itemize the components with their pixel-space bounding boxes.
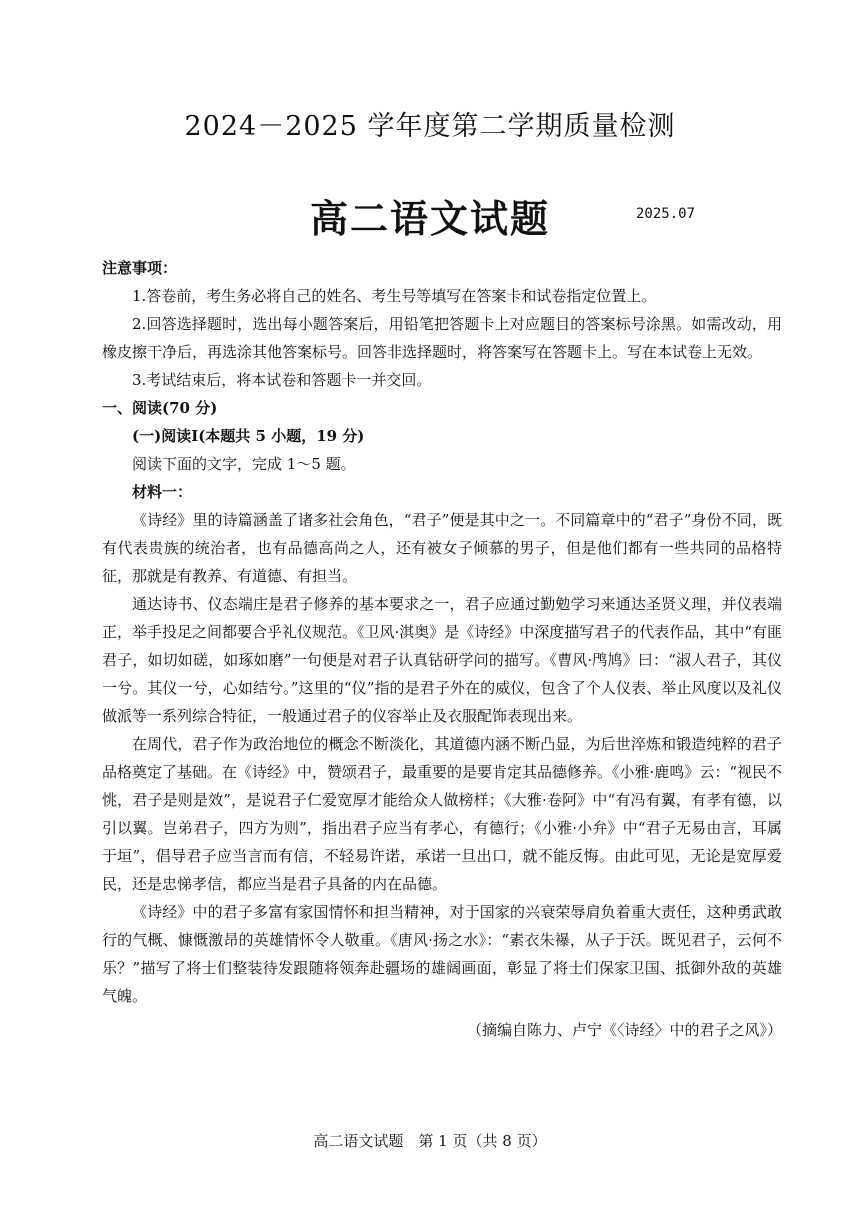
exam-heading: 2024－2025 学年度第二学期质量检测: [184, 111, 676, 142]
page-title: 高二语文试题: [309, 196, 550, 241]
material-paragraph: 通达诗书、仪态端庄是君子修养的基本要求之一，君子应通过勤勉学习来通达圣贤义理，并仪表端正，举手投足之间都要合乎礼仪规范。《卫风·淇奥》是《诗经》中深度描写君子的代表作品，其中“有匪君子，如切如磋，如琢如磨”一句便是对君子认真钻研学问的描写。《曹风·鸤鸠》曰：“淑人君子，其仪一兮。其仪一兮，心如结兮。”这里的“仪”指的是君子外在的威仪，包含了个人仪表、举止风度以及礼仪做派等一系列综合特征，一般通过君子的仪容举止及衣服配饰表现出来。: [102, 595, 782, 725]
page-footer: 高二语文试题 第 1 页（共 8 页）: [313, 1132, 547, 1150]
notice-item: 1.答卷前，考生务必将自己的姓名、考生号等填写在答案卡和试卷指定位置上。: [132, 287, 657, 305]
material-paragraph: 《诗经》里的诗篇涵盖了诸多社会角色，“君子”便是其中之一。不同篇章中的“君子”身份不同，既有代表贵族的统治者，也有品德高尚之人，还有被女子倾慕的男子，但是他们都有一些共同的品格特征，那就是有教养、有道德、有担当。: [102, 511, 782, 585]
subsection-heading: (一)阅读Ⅰ(本题共 5 小题，19 分): [132, 427, 365, 445]
material-paragraph: 《诗经》中的君子多富有家国情怀和担当精神，对于国家的兴衰荣辱肩负着重大责任，这种勇武敢行的气概、慷慨激昂的英雄情怀令人敬重。《唐风·扬之水》：“素衣朱襮，从子于沃。既见君子，云何不乐？”描写了将士们整装待发跟随将领奔赴疆场的雄阔画面，彰显了将士们保家卫国、抵御外敌的英雄气魄。: [102, 903, 782, 1005]
reading-instruction: 阅读下面的文字，完成 1～5 题。: [132, 455, 356, 473]
material-source: （摘编自陈力、卢宁《〈诗经〉中的君子之风》）: [466, 1021, 782, 1039]
exam-date: 2025.07: [636, 206, 696, 222]
material-paragraph: 在周代，君子作为政治地位的概念不断淡化，其道德内涵不断凸显，为后世淬炼和锻造纯粹的君子品格奠定了基础。在《诗经》中，赞颂君子，最重要的是要肯定其品德修养。《小雅·鹿鸣》云：“视民不恌，君子是则是效”，是说君子仁爱宽厚才能给众人做榜样；《大雅·卷阿》中“有冯有翼，有孝有德，以引以翼。岂弟君子，四方为则”，指出君子应当有孝心，有德行；《小雅·小弁》中“君子无易由言，耳属于垣”，倡导君子应当言而有信，不轻易许诺，承诺一旦出口，就不能反悔。由此可见，无论是宽厚爱民，还是忠悌孝信，都应当是君子具备的内在品德。: [102, 735, 782, 893]
notice-item: 2.回答选择题时，选出每小题答案后，用铅笔把答题卡上对应题目的答案标号涂黑。如需改动，用橡皮擦干净后，再选涂其他答案标号。回答非选择题时，将答案写在答题卡上。写在本试卷上无效。: [102, 315, 782, 361]
material-label: 材料一：: [132, 483, 193, 501]
section-heading: 一、阅读(70 分): [102, 399, 218, 417]
notice-heading: 注意事项：: [102, 259, 178, 277]
exam-body: [102, 254, 782, 1044]
notice-item: 3.考试结束后，将本试卷和答题卡一并交回。: [132, 371, 432, 389]
